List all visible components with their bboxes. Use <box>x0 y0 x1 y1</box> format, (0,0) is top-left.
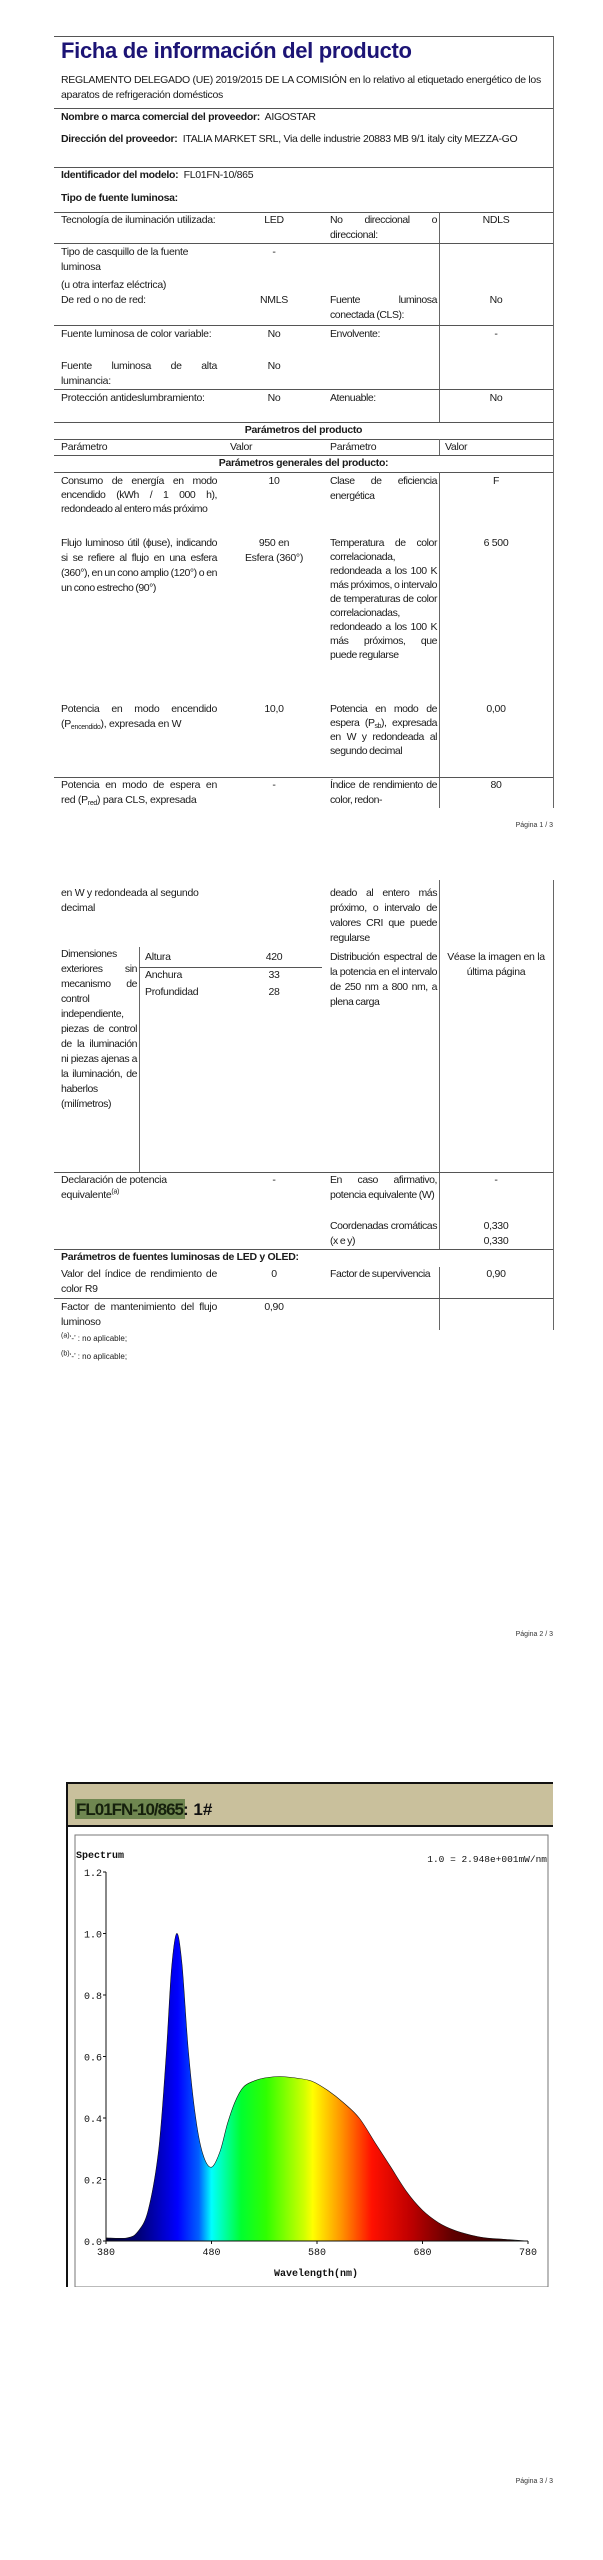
param-value: 0,330 <box>483 1220 509 1232</box>
param-value: - <box>494 328 498 340</box>
label: Nombre o marca comercial del proveedor: <box>61 111 260 123</box>
param-value: No <box>267 328 281 340</box>
column-divider <box>439 439 440 455</box>
x-tick-label: 780 <box>518 2248 538 2259</box>
y-tick-label: 1.2 <box>83 1869 102 1880</box>
section-title: Parámetros de fuentes luminosas de LED y OLED: <box>61 1251 299 1263</box>
table-border <box>553 880 554 1330</box>
y-tick-label: 0.8 <box>83 1992 102 2003</box>
chart-title-model: FL01FN-10/865 <box>76 1800 183 1819</box>
param-value: - <box>272 246 276 258</box>
param-value: No <box>267 392 281 404</box>
footnote-ref: (a) <box>111 1188 120 1196</box>
y-tick-label: 0.6 <box>83 2053 102 2065</box>
param-label: en W y redondeada al segundo decimal <box>61 887 199 914</box>
model-id: FL01FN-10/865 <box>183 169 254 181</box>
param-label: Factor de supervivencia <box>330 1268 431 1280</box>
x-tick-label: 380 <box>96 2248 116 2259</box>
param-label: Atenuable: <box>330 392 376 404</box>
param-label: Tecnología de iluminación utilizada: <box>61 214 216 226</box>
param-label <box>61 778 217 808</box>
divider <box>54 1298 553 1299</box>
section-title: Parámetros generales del producto: <box>218 457 389 469</box>
scale-note: 1.0 = 2.948e+001mW/nm <box>427 1854 547 1865</box>
subscript: sb <box>374 723 381 730</box>
label: Dirección del proveedor: <box>61 133 178 145</box>
subtable-divider <box>139 947 140 1172</box>
param-value: No <box>489 392 503 404</box>
y-tick-label: 0.4 <box>83 2115 102 2126</box>
param-label: (u otra interfaz eléctrica) <box>61 279 167 291</box>
footnote <box>61 1334 127 1343</box>
supplier-address-row <box>61 132 547 147</box>
text: ), expresada en W <box>100 718 182 730</box>
param-label: Coordenadas cromáticas (x e y) <box>330 1220 437 1247</box>
param-value: No <box>267 360 281 372</box>
footnote-text: ‘-’ : no aplicable; <box>69 1334 128 1343</box>
param-value: 10,0 <box>264 703 284 715</box>
param-label: deado al entero más próximo, o intervalo de valores CRI que puede regularse <box>330 887 437 944</box>
text: Potencia en modo de espera (P <box>330 703 437 729</box>
page-number: Página 2 / 3 <box>515 1631 553 1638</box>
dimension-value: 420 <box>265 951 283 963</box>
param-value: 10 <box>268 475 280 487</box>
param-label: De red o no de red: <box>61 294 146 306</box>
x-tick-label: 480 <box>202 2248 221 2259</box>
param-label: Flujo luminoso útil (ϕuse), indicando si se refiere al flujo en una esfera (360°), en un cono amplio (120°) o en un cono estrecho (90°) <box>61 537 217 594</box>
column-header: Valor <box>445 441 468 453</box>
param-label: Fuente luminosa de alta luminancia: <box>61 360 217 387</box>
param-label: No direccional o direccional: <box>330 214 437 241</box>
chart-title-suffix: : 1# <box>183 1800 213 1819</box>
param-value: Véase la imagen en la última página <box>447 951 545 978</box>
y-tick-label: 1.0 <box>83 1930 102 1942</box>
chart-title <box>76 1800 213 1819</box>
page-number: Página 3 / 3 <box>515 2478 553 2485</box>
param-value: 6 500 <box>483 537 509 549</box>
footnote-mark: (b) <box>61 1350 70 1358</box>
divider <box>54 36 553 37</box>
column-header: Valor <box>230 441 253 453</box>
text: Potencia en modo de espera en red (P <box>61 779 217 806</box>
param-label: Tipo de casquillo de la fuente luminosa <box>61 246 189 273</box>
model-row <box>61 168 253 183</box>
param-label: Índice de rendimiento de color, redon- <box>330 779 437 806</box>
param-label <box>61 702 217 732</box>
supplier-name: AIGOSTAR <box>264 111 316 123</box>
text: Declaración de potencia equivalente <box>61 1174 167 1201</box>
footnote-mark: (a) <box>61 1332 70 1340</box>
param-value: NDLS <box>482 214 510 226</box>
subscript: encendido <box>70 724 101 731</box>
regulation-text: REGLAMENTO DELEGADO (UE) 2019/2015 DE LA COMISIÓN en lo relativo al etiquetado energético de los aparatos de refrigeración domésticos <box>61 74 541 101</box>
divider <box>54 243 553 244</box>
dimension-label: Anchura <box>145 969 183 981</box>
param-value: No <box>489 294 503 306</box>
source-type-label: Tipo de fuente luminosa: <box>61 192 178 204</box>
supplier-name-row <box>61 110 316 125</box>
text: ) para CLS, expresada <box>97 794 197 806</box>
param-label <box>61 1173 217 1203</box>
param-label: Protección antideslumbramiento: <box>61 392 205 404</box>
footnote <box>61 1352 127 1361</box>
param-label <box>330 702 437 758</box>
param-label: Temperatura de color correlacionada, redondeada a los 100 K más próximos, o intervalo de temperaturas de color correlacionadas, redondeado a los 100 K más próximos, que puede regularse <box>330 537 437 661</box>
section-title: Parámetros del producto <box>244 424 363 436</box>
param-value: 0,90 <box>486 1268 506 1280</box>
param-value: 950 en Esfera (360°) <box>244 537 304 564</box>
divider <box>54 108 553 109</box>
dimension-value: 28 <box>268 986 280 998</box>
param-value: LED <box>264 214 284 226</box>
param-label: Dimensiones exteriores sin mecanismo de control independiente, piezas de control de la iluminación ni piezas ajenas a la iluminación, de haberlos (milímetros) <box>61 948 137 1110</box>
param-value: - <box>272 779 276 791</box>
y-axis-label: Spectrum <box>76 1851 125 1862</box>
param-label: Consumo de energía en modo encendido (kWh / 1 000 h), redondeado al entero más próximo <box>61 475 217 515</box>
param-label: Factor de mantenimiento del flujo luminoso <box>61 1301 217 1328</box>
x-axis-label: Wavelength(nm) <box>273 2269 359 2280</box>
param-value: 80 <box>490 779 502 791</box>
param-label: En caso afirmativo, potencia equivalente (W) <box>330 1174 437 1201</box>
page-title: Ficha de información del producto <box>61 38 412 63</box>
param-label: Valor del índice de rendimiento de color R9 <box>61 1268 217 1295</box>
param-label: Fuente luminosa de color variable: <box>61 328 212 340</box>
param-label: Clase de eficiencia energética <box>330 475 437 502</box>
x-tick-label: 580 <box>307 2248 327 2259</box>
divider <box>54 472 553 473</box>
column-divider <box>439 880 440 1249</box>
label: Identificador del modelo: <box>61 169 179 181</box>
column-header: Parámetro <box>330 441 377 453</box>
page-number: Página 1 / 3 <box>515 822 553 829</box>
text: Potencia en modo encendido (P <box>61 703 217 730</box>
dimension-label: Profundidad <box>145 986 199 998</box>
text: ), expresada en W y redondeada al segundo decimal <box>330 717 437 757</box>
y-tick-label: 0.2 <box>83 2176 102 2188</box>
supplier-address: ITALIA MARKET SRL, Via delle industrie 20883 MB 9/1 italy city MEZZA-GO <box>182 133 518 145</box>
x-tick-label: 680 <box>413 2248 432 2259</box>
dimension-label: Altura <box>145 951 171 963</box>
column-divider <box>439 472 440 808</box>
divider <box>54 389 553 390</box>
param-value: - <box>272 1174 276 1186</box>
table-border <box>553 36 554 808</box>
divider <box>54 325 553 326</box>
param-value: F <box>492 475 500 487</box>
param-value: 0,00 <box>486 703 506 715</box>
param-label: Distribución espectral de la potencia en el intervalo de 250 nm a 800 nm, a plena carga <box>330 951 437 1008</box>
divider <box>54 439 553 440</box>
column-header: Parámetro <box>61 441 108 453</box>
spectrum-chart <box>66 1782 553 2287</box>
dimension-value: 33 <box>268 969 280 981</box>
param-value: - <box>494 1174 498 1186</box>
param-value: 0,90 <box>264 1301 284 1313</box>
footnote-text: ‘-’ : no aplicable; <box>69 1352 128 1361</box>
param-value: 0,330 <box>483 1235 509 1247</box>
param-value: NMLS <box>260 294 288 306</box>
param-label: Envolvente: <box>330 328 380 340</box>
subscript: red <box>87 800 98 807</box>
y-tick-label: 0.0 <box>83 2238 102 2249</box>
param-value: 0 <box>271 1268 277 1280</box>
param-label: Fuente luminosa conectada (CLS): <box>330 294 437 321</box>
